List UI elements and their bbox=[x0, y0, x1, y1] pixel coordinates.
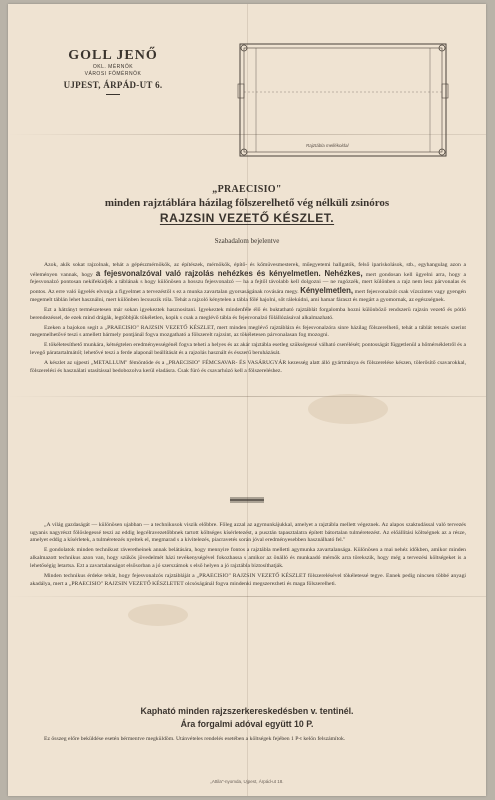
firm-address: UJPEST, ÁRPÁD-UT 6. bbox=[63, 80, 163, 90]
paper-stain bbox=[128, 604, 188, 626]
ornament-separator bbox=[230, 496, 264, 504]
body-section-1 bbox=[30, 262, 466, 378]
printer-imprint: „Attila"-nyomda, Ujpest, Árpád-ut 18. bbox=[210, 779, 284, 784]
body-section-3 bbox=[30, 736, 466, 744]
emphasis-text: Kényelmetlen, bbox=[300, 286, 354, 296]
firm-title-1: OKL. MÉRNÖK bbox=[92, 64, 134, 70]
drawing-board-icon bbox=[236, 40, 450, 160]
letterhead bbox=[38, 48, 188, 95]
letterhead-rule bbox=[106, 94, 120, 95]
paragraph: A készlet az ujpesti „METALLUM" fémöntöde és a „PRAECISIO" FÉMCSAVAR- ÉS VASÁRUGYÁR kezesség alatt álló gyártmánya és fölszerelése készen, tölerősítő csavarokkal, fölszerelési és használati utasítással bedobozolva kerül eladásra. Csak fúró és csavarhúzó kell a fölszereléshez. bbox=[30, 359, 466, 374]
paragraph: Ezt a hátrányt természetesen már sokan igyekeztek hasznositani. Igyekeztek mindenféle élő és buktatható rajztáblát forgalomba hozni különböző rendszerü rajzsin vezető és pótló berendezéssel, de ezek mind drágák, legtöbbjük tökéletlen, kopik s csak a meglévő tábla és fejesvonalzó fölállózásával alkalmazható. bbox=[30, 306, 466, 321]
product-title-text: RAJZSIN VEZETŐ KÉSZLET. bbox=[159, 211, 335, 225]
quote-paragraph: „A világ gazdaságát — különösen ujabban — a technikusok viszik előbbre. Főleg azzal az agymunkájukkal, amelyet a rajztábla mellett végeznek. Az alapos szaktudással való tervezés ugyanis nagyrészt fölöslegessé teszi az eddig legcélravezetőbbnek tartott költséges kísérletezést, a pusztán tapasztalatra épített bátortalan tulméretezést. Az előállítási költségnek az a része, amelyet eddig a kísérletek, a tulméretezés nyeltek el, megmarad s a kivitelezés, piacravetés során jóval eredményesebben használható fel." bbox=[30, 522, 466, 544]
product-title bbox=[8, 211, 486, 225]
drawing-board-illustration bbox=[236, 40, 450, 160]
price-line: Ára forgalmi adóval együtt 10 P. bbox=[180, 719, 314, 729]
paragraph: Ez összeg előre beküldése esetén bérmentve megküldöm. Utánvételes rendelés esetében a költségek fejében 1 P-t kelön felszámítok. bbox=[44, 736, 346, 742]
paragraph bbox=[30, 262, 466, 305]
paragraph-text: Azok, akik sokat rajzolnak, tehát a gépészmérnökök, az építészek, mérnökök, építő- és kőmüvesmesterek, műegyetemi hallgatók, felső ipariskolások, stb., egyhangulag azon a véleményen vannak, hogy bbox=[30, 262, 466, 278]
document-page bbox=[8, 4, 486, 796]
emphasis-text: a fejesvonalzóval való rajzolás nehézkes és kényelmetlen. Nehézkes, bbox=[95, 268, 363, 278]
paper-stain bbox=[308, 394, 388, 424]
body-section-2 bbox=[30, 522, 466, 591]
product-name: „PRAECISIO" bbox=[212, 184, 282, 195]
firm-name: GOLL JENŐ bbox=[68, 48, 158, 63]
product-subtitle: minden rajztáblára házilag fölszerelhető vég nélküli zsinóros bbox=[104, 197, 390, 209]
paragraph: Minden technikus érdeke tehát, hogy fejesvonalzós rajztábláját a „PRAECISIO" RAJZSIN VEZETŐ KÉSZLET fölszerelésével tökéletessé tegye. Ennek pedig nincsen többé anyagi akadálya, mert a „PRAECISIO" RAJZSIN VEZETŐ KÉSZLETET olcsóságánál fogva mindenki megszerezheti és maga fölszerelheti. bbox=[30, 572, 466, 587]
paragraph: E gondolatok minden technikust ráveretheinek annak belátására, hogy mennyire fontos a rajztábla melletti agymunka zavartalansága. Különösen a mai nehéz időkben, amikor minden alkalmazott technikus azon van, hogy szükös jövedelmét házi tevékenységével fokozhassa s amikor az önálló és munkaadó mérnök arra törekszik, hogy még a tervezési költségeket is a lehetőségig letartsa. Ezt a zavartalanságot elsősorban a jó szerszámok s első helyen a jó rajztábla biztosíthatják. bbox=[30, 547, 466, 569]
paragraph: E tökéletesíthető munkára, kétségtelen eredményességénél fogva teheti a helyes és az akár rajztábla esetleg szükségessé válható cserélését; pontosságát függetlenül a hőmérsékletről és a levegő páratartalmától; lehetővé teszi a ferde alaponál beállítását és a rajzolás használt és ésszerű beruházását. bbox=[30, 342, 466, 356]
firm-title-2: VÁROSI FŐMÉRNÖK bbox=[84, 71, 142, 77]
patent-note: Szabadalom bejelentve bbox=[214, 237, 280, 245]
illustration-caption: Rajztábla mellékoldal bbox=[306, 143, 349, 148]
paragraph: Ezeken a bajokon segit a „PRAECISIO" RAJZSIN VEZETŐ KÉSZLET, mert minden meglévő rajztáblára és fejesvonalzóra sinre házilag fölszerelhető, tehát a táblát tetszés szerint megemelhetővé teszi s amellett bármely pontjánál fogva mozgatható a fölszerelt rajzsint, az tökéletesen párvonalasan fog mozogni. bbox=[30, 324, 466, 339]
availability-line: Kapható minden rajzszerkereskedésben v. tentinél. bbox=[140, 706, 354, 716]
paragraph-text: mert fejesvonalzót csak vízszintes vagy gyengén megemelt táblán lehet használni, mert különben lecsuszik róla. Tehát a rajzoló kénytelen a tábla fölé hajolni, sőt rálekúdni, ami hamar fáraszt és megárt a gyomornak, az egészségnek. bbox=[30, 289, 467, 303]
paragraph-text: mert gondosan kell ügyelni arra, hogy a fejesvonalzó pontosan nekifeküdjék a táblának s hogy különösen a hosszu fejesvonalzó — ha a fejtől távolabb kell dolgozni — ne rugózzék, mert különben a rajz nem lesz párvonalas és pontos. Az erre való ügyelés elvonja a figyelmet a tervezéstől s ez a munka zavartalan gyorsaságának rovására megy. bbox=[30, 271, 467, 296]
